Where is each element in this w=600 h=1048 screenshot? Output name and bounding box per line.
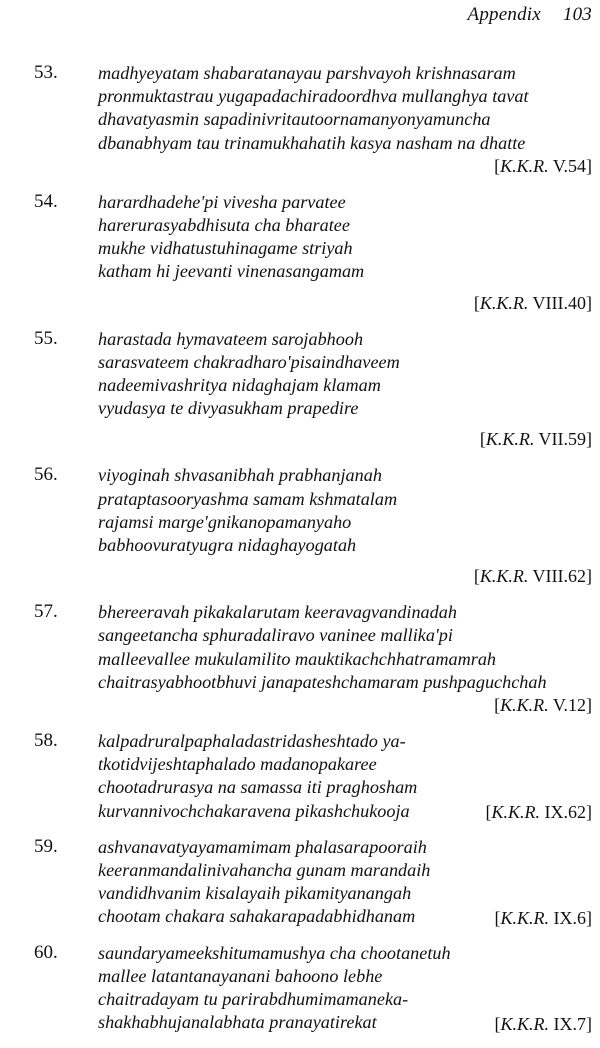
reference-source: K.K.R. <box>500 155 549 176</box>
running-header <box>468 4 592 26</box>
verse-number: 59. <box>34 835 58 857</box>
verse-line: nadeemivashritya nidaghajam klamam <box>98 375 381 396</box>
verse-line: harerurasyabdhisuta cha bharatee <box>98 215 350 236</box>
verse-line: chootadrurasya na samassa iti praghosham <box>98 777 418 798</box>
verse-number: 55. <box>34 327 58 349</box>
verse-line: prataptasooryashma samam kshmatalam <box>98 488 398 509</box>
verse-line: chaitrasyabhootbhuvi janapateshchamaram pushpaguchchah <box>98 671 547 692</box>
reference-verse: VII.59] <box>538 429 592 450</box>
verse-text <box>98 601 600 694</box>
reference-source: K.K.R. <box>485 429 535 450</box>
verse-line: bhereeravah pikakalarutam keeravagvandinadah <box>98 602 457 623</box>
verse-text <box>98 328 600 421</box>
verse-line: madhyeyatam shabaratanayau parshvayoh krishnasaram <box>98 63 516 83</box>
verse-line: mallee latantanayanani bahoono lebhe <box>98 965 383 986</box>
verse-line: mukhe vidhatustuhinagame striyah <box>98 238 353 259</box>
verse-text <box>98 62 600 155</box>
verse-entry <box>0 836 600 929</box>
verse-line: shakhabhujanalabhata pranayatirekat <box>98 1012 377 1033</box>
verse-entry <box>0 601 600 717</box>
verse-line: rajamsi marge'gnikanopamanyaho <box>98 511 352 532</box>
verse-list <box>0 62 600 1048</box>
reference-source: K.K.R. <box>500 695 549 716</box>
reference-verse: V.12] <box>552 695 592 716</box>
verse-line: malleevallee mukulamilito mauktikachchhatramamrah <box>98 648 497 669</box>
verse-line: sarasvateem chakradharo'pisaindhaveem <box>98 351 400 372</box>
verse-reference: [K.K.R. VIII.40] <box>473 292 592 313</box>
verse-reference: [K.K.R. V.54] <box>494 155 592 176</box>
verse-number: 54. <box>34 190 58 212</box>
reference-verse: IX.6] <box>553 907 592 928</box>
verse-line: pronmuktastrau yugapadachiradoordhva mullanghya tavat <box>98 86 529 107</box>
verse-line: chaitradayam tu parirabdhumimamaneka- <box>98 989 409 1010</box>
verse-entry <box>0 464 600 588</box>
reference-verse: IX.7] <box>553 1013 592 1034</box>
verse-reference: [K.K.R. IX.6] <box>494 907 592 928</box>
verse-reference: [K.K.R. VIII.62] <box>473 566 592 587</box>
verse-number: 53. <box>34 62 58 83</box>
verse-line: vandidhvanim kisalayaih pikamityanangah <box>98 883 412 904</box>
reference-source: K.K.R. <box>500 907 549 928</box>
verse-entry <box>0 942 600 1035</box>
reference-source: K.K.R. <box>500 1013 549 1034</box>
verse-line: saundaryameekshitumamushya cha chootanetuh <box>98 942 451 963</box>
reference-source: K.K.R. <box>479 292 529 313</box>
verse-line: kurvannivochchakaravena pikashchukooja <box>98 800 410 821</box>
page-number: 103 <box>562 4 592 25</box>
verse-line: harastada hymavateem sarojabhooh <box>98 328 364 349</box>
verse-line: vyudasya te divyasukham prapedire <box>98 398 359 419</box>
verse-line: dhavatyasmin sapadinivritautoornamanyonyamuncha <box>98 109 491 130</box>
verse-line: sangeetancha sphuradaliravo vaninee mallika'pi <box>98 625 453 646</box>
verse-number: 60. <box>34 941 58 963</box>
verse-line: dbanabhyam tau trinamukhahatih kasya nasham na dhatte <box>98 132 526 153</box>
verse-line: harardhadehe'pi vivesha parvatee <box>98 191 346 212</box>
verse-entry <box>0 328 600 452</box>
verse-line: tkotidvijeshtaphalado madanopakaree <box>98 754 377 775</box>
verse-entry <box>0 191 600 315</box>
reference-verse: VIII.40] <box>532 292 592 313</box>
verse-entry <box>0 730 600 823</box>
verse-number: 57. <box>34 601 58 623</box>
verse-line: kalpadruralpaphaladastridasheshtado ya- <box>98 731 406 752</box>
verse-text <box>98 464 600 557</box>
verse-reference: [K.K.R. IX.7] <box>494 1013 592 1034</box>
verse-reference: [K.K.R. VII.59] <box>479 429 592 450</box>
verse-reference: [K.K.R. IX.62] <box>485 801 592 822</box>
verse-line: keeranmandalinivahancha gunam marandaih <box>98 860 431 881</box>
reference-verse: V.54] <box>552 155 592 176</box>
verse-line: ashvanavatyayamamimam phalasarapooraih <box>98 836 427 857</box>
verse-line: chootam chakara sahakarapadabhidhanam <box>98 906 416 927</box>
verse-entry <box>0 62 600 178</box>
header-title: Appendix <box>467 4 541 25</box>
verse-line: katham hi jeevanti vinenasangamam <box>98 261 365 282</box>
reference-source: K.K.R. <box>491 801 540 822</box>
verse-reference: [K.K.R. V.12] <box>494 695 592 716</box>
verse-number: 58. <box>34 730 58 752</box>
verse-text <box>98 191 600 284</box>
reference-verse: IX.62] <box>544 801 592 822</box>
reference-source: K.K.R. <box>479 566 529 587</box>
verse-line: viyoginah shvasanibhah prabhanjanah <box>98 465 382 486</box>
verse-line: babhoovuratyugra nidaghayogatah <box>98 535 357 556</box>
reference-verse: VIII.62] <box>532 566 592 587</box>
verse-number: 56. <box>34 464 58 486</box>
